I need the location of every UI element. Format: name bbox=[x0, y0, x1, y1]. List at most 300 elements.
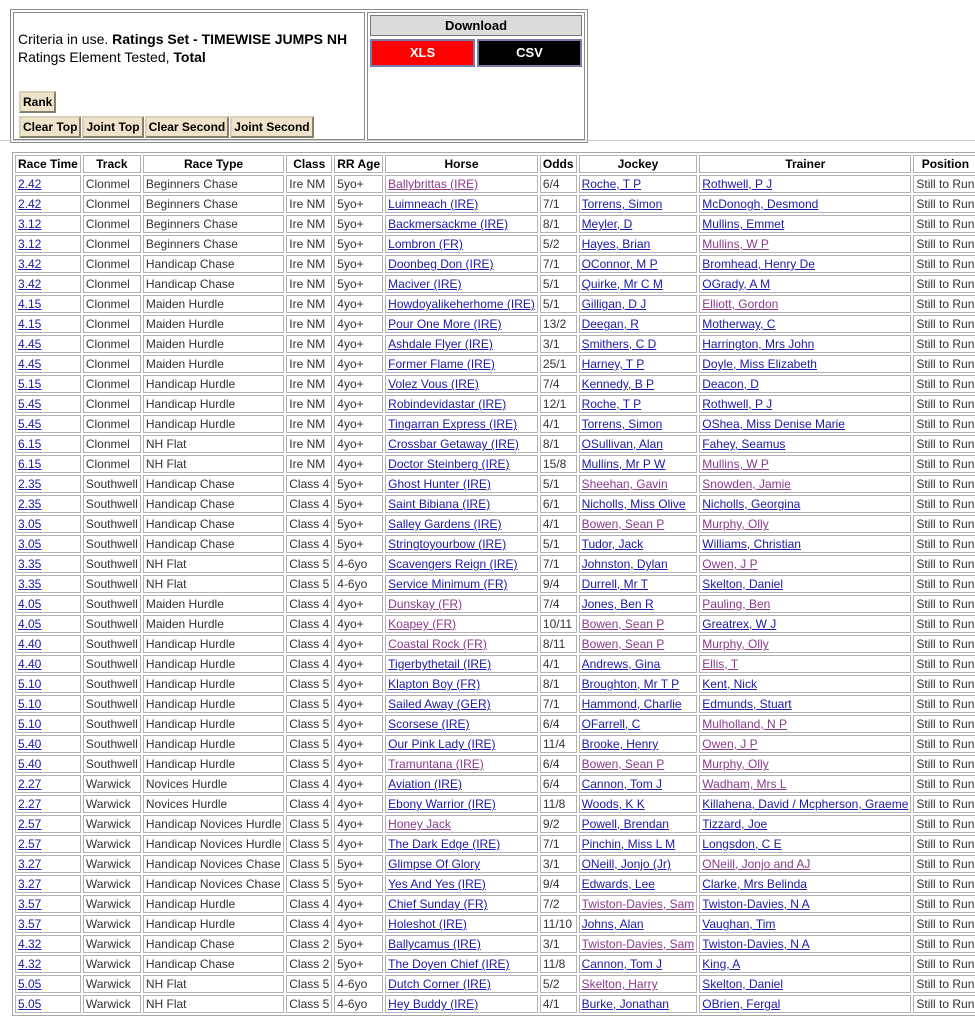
cell-race-time bbox=[15, 835, 81, 853]
race-time-link[interactable]: 5.40 bbox=[18, 757, 42, 771]
horse-link[interactable]: Ashdale Flyer (IRE) bbox=[388, 337, 493, 351]
cell-odds: 7/1 bbox=[540, 695, 577, 713]
horse-link[interactable]: Ebony Warrior (IRE) bbox=[388, 797, 496, 811]
trainer-link[interactable]: OGrady, A M bbox=[702, 277, 771, 291]
cell-rr-age: 4yo+ bbox=[334, 815, 383, 833]
cell-position: Still to Run bbox=[913, 775, 975, 793]
horse-link[interactable]: Pour One More (IRE) bbox=[388, 317, 502, 331]
race-time-link[interactable]: 2.42 bbox=[18, 197, 42, 211]
trainer-link[interactable]: Rothwell, P J bbox=[702, 397, 773, 411]
jockey-link[interactable]: Gilligan, D J bbox=[581, 297, 647, 311]
jockey-link[interactable]: Powell, Brendan bbox=[581, 817, 669, 831]
trainer-link[interactable]: Fahey, Seamus bbox=[702, 437, 786, 451]
table-row bbox=[15, 295, 975, 313]
cell-trainer bbox=[699, 235, 911, 253]
horse-link[interactable]: Dutch Corner (IRE) bbox=[388, 977, 491, 991]
trainer-link[interactable]: Murphy, Olly bbox=[702, 637, 769, 651]
cell-race-time bbox=[15, 495, 81, 513]
xls-download-button[interactable]: XLS bbox=[370, 39, 475, 67]
cell-race-time bbox=[15, 555, 81, 573]
table-row bbox=[15, 375, 975, 393]
jockey-link[interactable]: Roche, T P bbox=[581, 177, 642, 191]
trainer-link[interactable]: Clarke, Mrs Belinda bbox=[702, 877, 807, 891]
jockey-link[interactable]: Hayes, Brian bbox=[581, 237, 651, 251]
race-time-link[interactable]: 6.15 bbox=[18, 457, 42, 471]
trainer-link[interactable]: Tizzard, Joe bbox=[702, 817, 768, 831]
race-time-link[interactable]: 3.12 bbox=[18, 237, 42, 251]
cell-horse bbox=[385, 295, 538, 313]
race-time-link[interactable]: 5.05 bbox=[18, 997, 42, 1011]
cell-odds: 4/1 bbox=[540, 655, 577, 673]
race-time-link[interactable]: 5.10 bbox=[18, 717, 42, 731]
race-time-link[interactable]: 3.05 bbox=[18, 537, 42, 551]
horse-link[interactable]: Tigerbythetail (IRE) bbox=[388, 657, 492, 671]
cell-jockey bbox=[579, 495, 698, 513]
cell-track: Southwell bbox=[83, 715, 141, 733]
race-time-link[interactable]: 4.40 bbox=[18, 637, 42, 651]
horse-link[interactable]: Aviation (IRE) bbox=[388, 777, 462, 791]
cell-horse bbox=[385, 215, 538, 233]
trainer-link[interactable]: Owen, J P bbox=[702, 557, 758, 571]
cell-jockey bbox=[579, 175, 698, 193]
table-row bbox=[15, 175, 975, 193]
horse-link[interactable]: Howdoyalikeherhome (IRE) bbox=[388, 297, 535, 311]
cell-track: Southwell bbox=[83, 515, 141, 533]
horse-link[interactable]: Ghost Hunter (IRE) bbox=[388, 477, 491, 491]
rank-button[interactable]: Rank bbox=[19, 91, 56, 113]
horse-link[interactable]: Tramuntana (IRE) bbox=[388, 757, 484, 771]
cell-rr-age: 5yo+ bbox=[334, 255, 383, 273]
trainer-link[interactable]: Nicholls, Georgina bbox=[702, 497, 801, 511]
csv-download-button[interactable]: CSV bbox=[477, 39, 582, 67]
jockey-link[interactable]: Mullins, Mr P W bbox=[581, 457, 666, 471]
trainer-link[interactable]: Williams, Christian bbox=[702, 537, 801, 551]
race-time-link[interactable]: 4.40 bbox=[18, 657, 42, 671]
cell-rr-age: 5yo+ bbox=[334, 855, 383, 873]
cell-race-type: Handicap Hurdle bbox=[143, 895, 284, 913]
cell-race-time bbox=[15, 615, 81, 633]
trainer-link[interactable]: Skelton, Daniel bbox=[702, 577, 783, 591]
cell-horse bbox=[385, 195, 538, 213]
horse-link[interactable]: Coastal Rock (FR) bbox=[388, 637, 487, 651]
horse-link[interactable]: Salley Gardens (IRE) bbox=[388, 517, 502, 531]
cell-race-type: Handicap Hurdle bbox=[143, 915, 284, 933]
cell-track: Clonmel bbox=[83, 455, 141, 473]
trainer-link[interactable]: Motherway, C bbox=[702, 317, 776, 331]
jockey-link[interactable]: Bowen, Sean P bbox=[581, 757, 665, 771]
race-time-link[interactable]: 2.57 bbox=[18, 817, 42, 831]
trainer-link[interactable]: Pauling, Ben bbox=[702, 597, 771, 611]
cell-rr-age: 5yo+ bbox=[334, 275, 383, 293]
cell-class: Class 4 bbox=[286, 535, 332, 553]
cell-track: Warwick bbox=[83, 995, 141, 1013]
jockey-link[interactable]: Meyler, D bbox=[581, 217, 633, 231]
horse-link[interactable]: Hey Buddy (IRE) bbox=[388, 997, 479, 1011]
cell-horse bbox=[385, 635, 538, 653]
cell-horse bbox=[385, 815, 538, 833]
cell-rr-age: 4yo+ bbox=[334, 295, 383, 313]
trainer-link[interactable]: Kent, Nick bbox=[702, 677, 757, 691]
race-time-link[interactable]: 5.05 bbox=[18, 977, 42, 991]
horse-link[interactable]: Holeshot (IRE) bbox=[388, 917, 467, 931]
cell-rr-age: 4yo+ bbox=[334, 355, 383, 373]
race-time-link[interactable]: 4.32 bbox=[18, 957, 42, 971]
cell-odds: 4/1 bbox=[540, 995, 577, 1013]
ratings-element-name: Total bbox=[173, 49, 206, 65]
race-time-link[interactable]: 3.05 bbox=[18, 517, 42, 531]
race-time-link[interactable]: 4.15 bbox=[18, 297, 42, 311]
jockey-link[interactable]: Harney, T P bbox=[581, 357, 645, 371]
cell-trainer bbox=[699, 435, 911, 453]
jockey-link[interactable]: OConnor, M P bbox=[581, 257, 658, 271]
jockey-link[interactable]: Pinchin, Miss L M bbox=[581, 837, 676, 851]
trainer-link[interactable]: OBrien, Fergal bbox=[702, 997, 781, 1011]
race-time-link[interactable]: 5.15 bbox=[18, 377, 42, 391]
race-time-link[interactable]: 3.42 bbox=[18, 277, 42, 291]
jockey-link[interactable]: Twiston-Davies, Sam bbox=[581, 897, 695, 911]
trainer-link[interactable]: Murphy, Olly bbox=[702, 757, 769, 771]
trainer-link[interactable]: Snowden, Jamie bbox=[702, 477, 791, 491]
jockey-link[interactable]: Torrens, Simon bbox=[581, 197, 663, 211]
trainer-link[interactable]: Doyle, Miss Elizabeth bbox=[702, 357, 817, 371]
cell-odds: 7/1 bbox=[540, 835, 577, 853]
jockey-link[interactable]: Nicholls, Miss Olive bbox=[581, 497, 686, 511]
horse-link[interactable]: Our Pink Lady (IRE) bbox=[388, 737, 496, 751]
cell-rr-age: 4yo+ bbox=[334, 915, 383, 933]
cell-class: Class 4 bbox=[286, 655, 332, 673]
race-time-link[interactable]: 4.45 bbox=[18, 337, 42, 351]
trainer-link[interactable]: Mullins, Emmet bbox=[702, 217, 785, 231]
table-row bbox=[15, 435, 975, 453]
horse-link[interactable]: Crossbar Getaway (IRE) bbox=[388, 437, 519, 451]
cell-class: Ire NM bbox=[286, 235, 332, 253]
race-time-link[interactable]: 2.57 bbox=[18, 837, 42, 851]
cell-rr-age: 5yo+ bbox=[334, 175, 383, 193]
results-body bbox=[15, 175, 975, 1013]
cell-horse bbox=[385, 335, 538, 353]
jockey-link[interactable]: Broughton, Mr T P bbox=[581, 677, 680, 691]
cell-class: Class 5 bbox=[286, 815, 332, 833]
horse-link[interactable]: Service Minimum (FR) bbox=[388, 577, 508, 591]
cell-race-type: Handicap Hurdle bbox=[143, 755, 284, 773]
race-time-link[interactable]: 2.35 bbox=[18, 497, 42, 511]
horse-link[interactable]: Former Flame (IRE) bbox=[388, 357, 495, 371]
jockey-link[interactable]: OSullivan, Alan bbox=[581, 437, 663, 451]
cell-rr-age: 5yo+ bbox=[334, 495, 383, 513]
cell-jockey bbox=[579, 635, 698, 653]
trainer-link[interactable]: Harrington, Mrs John bbox=[702, 337, 815, 351]
cell-track: Clonmel bbox=[83, 235, 141, 253]
horse-link[interactable]: Koapey (FR) bbox=[388, 617, 457, 631]
cell-position: Still to Run bbox=[913, 895, 975, 913]
race-time-link[interactable]: 3.35 bbox=[18, 577, 42, 591]
cell-rr-age: 4yo+ bbox=[334, 755, 383, 773]
cell-class: Class 4 bbox=[286, 475, 332, 493]
cell-trainer bbox=[699, 315, 911, 333]
cell-jockey bbox=[579, 815, 698, 833]
jockey-link[interactable]: Bowen, Sean P bbox=[581, 617, 665, 631]
trainer-link[interactable]: Skelton, Daniel bbox=[702, 977, 783, 991]
horse-link[interactable]: Scavengers Reign (IRE) bbox=[388, 557, 518, 571]
horse-link[interactable]: Chief Sunday (FR) bbox=[388, 897, 488, 911]
cell-race-type: Handicap Hurdle bbox=[143, 675, 284, 693]
joint-top-button[interactable]: Joint Top bbox=[82, 116, 143, 138]
race-time-link[interactable]: 6.15 bbox=[18, 437, 42, 451]
horse-link[interactable]: Dunskay (FR) bbox=[388, 597, 463, 611]
cell-race-time bbox=[15, 515, 81, 533]
horse-link[interactable]: Lombron (FR) bbox=[388, 237, 463, 251]
cell-race-time bbox=[15, 815, 81, 833]
table-row bbox=[15, 595, 975, 613]
cell-track: Southwell bbox=[83, 655, 141, 673]
cell-position: Still to Run bbox=[913, 555, 975, 573]
table-row bbox=[15, 695, 975, 713]
cell-rr-age: 4yo+ bbox=[334, 655, 383, 673]
cell-track: Warwick bbox=[83, 855, 141, 873]
trainer-link[interactable]: Deacon, D bbox=[702, 377, 759, 391]
jockey-link[interactable]: Skelton, Harry bbox=[581, 977, 658, 991]
table-row bbox=[15, 555, 975, 573]
cell-rr-age: 4yo+ bbox=[334, 775, 383, 793]
race-time-link[interactable]: 4.15 bbox=[18, 317, 42, 331]
race-time-link[interactable]: 3.12 bbox=[18, 217, 42, 231]
cell-odds: 8/1 bbox=[540, 215, 577, 233]
cell-class: Ire NM bbox=[286, 435, 332, 453]
race-time-link[interactable]: 3.35 bbox=[18, 557, 42, 571]
race-time-link[interactable]: 3.57 bbox=[18, 917, 42, 931]
cell-race-time bbox=[15, 675, 81, 693]
cell-rr-age: 4yo+ bbox=[334, 795, 383, 813]
cell-position: Still to Run bbox=[913, 435, 975, 453]
horse-link[interactable]: Doonbeg Don (IRE) bbox=[388, 257, 494, 271]
trainer-link[interactable]: Mullins, W P bbox=[702, 237, 769, 251]
jockey-link[interactable]: Sheehan, Gavin bbox=[581, 477, 668, 491]
jockey-link[interactable]: Cannon, Tom J bbox=[581, 957, 663, 971]
horse-link[interactable]: Glimpse Of Glory bbox=[388, 857, 481, 871]
rank-row bbox=[18, 90, 57, 114]
cell-trainer bbox=[699, 675, 911, 693]
cell-track: Clonmel bbox=[83, 295, 141, 313]
race-time-link[interactable]: 5.45 bbox=[18, 397, 42, 411]
cell-odds: 6/4 bbox=[540, 715, 577, 733]
trainer-link[interactable]: Bromhead, Henry De bbox=[702, 257, 815, 271]
jockey-link[interactable]: Kennedy, B P bbox=[581, 377, 655, 391]
cell-race-type: Handicap Novices Chase bbox=[143, 855, 284, 873]
race-time-link[interactable]: 5.45 bbox=[18, 417, 42, 431]
cell-race-type: Handicap Chase bbox=[143, 275, 284, 293]
race-time-link[interactable]: 2.27 bbox=[18, 777, 42, 791]
jockey-link[interactable]: Torrens, Simon bbox=[581, 417, 663, 431]
cell-rr-age: 4-6yo bbox=[334, 995, 383, 1013]
trainer-link[interactable]: Owen, J P bbox=[702, 737, 758, 751]
horse-link[interactable]: Ballybrittas (IRE) bbox=[388, 177, 479, 191]
cell-jockey bbox=[579, 315, 698, 333]
race-time-link[interactable]: 4.05 bbox=[18, 617, 42, 631]
horse-link[interactable]: Robindevidastar (IRE) bbox=[388, 397, 507, 411]
race-time-link[interactable]: 5.10 bbox=[18, 697, 42, 711]
trainer-link[interactable]: OShea, Miss Denise Marie bbox=[702, 417, 845, 431]
horse-link[interactable]: Ballycamus (IRE) bbox=[388, 937, 481, 951]
cell-race-type: Handicap Chase bbox=[143, 535, 284, 553]
cell-odds: 5/2 bbox=[540, 235, 577, 253]
trainer-link[interactable]: Vaughan, Tim bbox=[702, 917, 776, 931]
clear-second-button[interactable]: Clear Second bbox=[145, 116, 230, 138]
trainer-link[interactable]: Murphy, Olly bbox=[702, 517, 769, 531]
trainer-link[interactable]: Elliott, Gordon bbox=[702, 297, 779, 311]
trainer-link[interactable]: Mullins, W P bbox=[702, 457, 769, 471]
cell-horse bbox=[385, 935, 538, 953]
race-time-link[interactable]: 5.40 bbox=[18, 737, 42, 751]
download-buttons bbox=[370, 39, 582, 67]
horse-link[interactable]: Saint Bibiana (IRE) bbox=[388, 497, 491, 511]
jockey-link[interactable]: Woods, K K bbox=[581, 797, 645, 811]
cell-rr-age: 5yo+ bbox=[334, 955, 383, 973]
table-row bbox=[15, 655, 975, 673]
cell-class: Ire NM bbox=[286, 295, 332, 313]
cell-race-type: Beginners Chase bbox=[143, 215, 284, 233]
download-title: Download bbox=[370, 15, 582, 36]
race-time-link[interactable]: 2.35 bbox=[18, 477, 42, 491]
jockey-link[interactable]: Deegan, R bbox=[581, 317, 639, 331]
cell-odds: 15/8 bbox=[540, 455, 577, 473]
trainer-link[interactable]: Twiston-Davies, N A bbox=[702, 897, 810, 911]
cell-position: Still to Run bbox=[913, 515, 975, 533]
cell-horse bbox=[385, 475, 538, 493]
horse-link[interactable]: Honey Jack bbox=[388, 817, 451, 831]
race-time-link[interactable]: 4.45 bbox=[18, 357, 42, 371]
jockey-link[interactable]: Jones, Ben R bbox=[581, 597, 654, 611]
jockey-link[interactable]: Hammond, Charlie bbox=[581, 697, 682, 711]
jockey-link[interactable]: Tudor, Jack bbox=[581, 537, 644, 551]
cell-rr-age: 5yo+ bbox=[334, 235, 383, 253]
jockey-link[interactable]: Cannon, Tom J bbox=[581, 777, 663, 791]
trainer-link[interactable]: Edmunds, Stuart bbox=[702, 697, 792, 711]
cell-class: Ire NM bbox=[286, 375, 332, 393]
cell-track: Clonmel bbox=[83, 415, 141, 433]
cell-odds: 5/1 bbox=[540, 475, 577, 493]
race-time-link[interactable]: 5.10 bbox=[18, 677, 42, 691]
trainer-link[interactable]: Rothwell, P J bbox=[702, 177, 773, 191]
horse-link[interactable]: Klapton Boy (FR) bbox=[388, 677, 481, 691]
cell-horse bbox=[385, 975, 538, 993]
jockey-link[interactable]: ONeill, Jonjo (Jr) bbox=[581, 857, 671, 871]
cell-jockey bbox=[579, 575, 698, 593]
trainer-link[interactable]: Greatrex, W J bbox=[702, 617, 777, 631]
cell-rr-age: 4yo+ bbox=[334, 895, 383, 913]
cell-class: Class 5 bbox=[286, 735, 332, 753]
cell-odds: 3/1 bbox=[540, 335, 577, 353]
trainer-link[interactable]: Wadham, Mrs L bbox=[702, 777, 787, 791]
jockey-link[interactable]: Quirke, Mr C M bbox=[581, 277, 663, 291]
trainer-link[interactable]: Mulholland, N P bbox=[702, 717, 787, 731]
table-row bbox=[15, 735, 975, 753]
cell-trainer bbox=[699, 635, 911, 653]
trainer-link[interactable]: Ellis, T bbox=[702, 657, 739, 671]
jockey-link[interactable]: Johns, Alan bbox=[581, 917, 644, 931]
cell-trainer bbox=[699, 655, 911, 673]
cell-odds: 7/4 bbox=[540, 595, 577, 613]
cell-rr-age: 4yo+ bbox=[334, 715, 383, 733]
jockey-link[interactable]: Smithers, C D bbox=[581, 337, 657, 351]
horse-link[interactable]: Sailed Away (GER) bbox=[388, 697, 491, 711]
trainer-link[interactable]: King, A bbox=[702, 957, 741, 971]
horse-link[interactable]: Volez Vous (IRE) bbox=[388, 377, 479, 391]
cell-race-type: Maiden Hurdle bbox=[143, 295, 284, 313]
race-time-link[interactable]: 3.57 bbox=[18, 897, 42, 911]
jockey-link[interactable]: Andrews, Gina bbox=[581, 657, 661, 671]
horse-link[interactable]: The Doyen Chief (IRE) bbox=[388, 957, 510, 971]
trainer-link[interactable]: Killahena, David / Mcpherson, Graeme bbox=[702, 797, 909, 811]
cell-horse bbox=[385, 895, 538, 913]
horse-link[interactable]: Tingarran Express (IRE) bbox=[388, 417, 518, 431]
jockey-link[interactable]: Brooke, Henry bbox=[581, 737, 659, 751]
jockey-link[interactable]: OFarrell, C bbox=[581, 717, 641, 731]
cell-track: Warwick bbox=[83, 935, 141, 953]
race-time-link[interactable]: 2.27 bbox=[18, 797, 42, 811]
jockey-link[interactable]: Bowen, Sean P bbox=[581, 637, 665, 651]
race-time-link[interactable]: 4.05 bbox=[18, 597, 42, 611]
trainer-link[interactable]: Twiston-Davies, N A bbox=[702, 937, 810, 951]
cell-horse bbox=[385, 255, 538, 273]
jockey-link[interactable]: Durrell, Mr T bbox=[581, 577, 649, 591]
jockey-link[interactable]: Edwards, Lee bbox=[581, 877, 655, 891]
joint-second-button[interactable]: Joint Second bbox=[230, 116, 313, 138]
cell-race-time bbox=[15, 215, 81, 233]
cell-class: Class 2 bbox=[286, 955, 332, 973]
jockey-link[interactable]: Twiston-Davies, Sam bbox=[581, 937, 695, 951]
cell-race-type: Maiden Hurdle bbox=[143, 595, 284, 613]
cell-race-type: Handicap Hurdle bbox=[143, 415, 284, 433]
cell-horse bbox=[385, 355, 538, 373]
race-time-link[interactable]: 4.32 bbox=[18, 937, 42, 951]
cell-position: Still to Run bbox=[913, 455, 975, 473]
cell-position: Still to Run bbox=[913, 655, 975, 673]
horse-link[interactable]: Stringtoyourbow (IRE) bbox=[388, 537, 507, 551]
horse-link[interactable]: Scorsese (IRE) bbox=[388, 717, 470, 731]
cell-rr-age: 4yo+ bbox=[334, 435, 383, 453]
jockey-link[interactable]: Roche, T P bbox=[581, 397, 642, 411]
cell-horse bbox=[385, 315, 538, 333]
horse-link[interactable]: Maciver (IRE) bbox=[388, 277, 462, 291]
jockey-link[interactable]: Burke, Jonathan bbox=[581, 997, 669, 1011]
horse-link[interactable]: The Dark Edge (IRE) bbox=[388, 837, 501, 851]
trainer-link[interactable]: ONeill, Jonjo and AJ bbox=[702, 857, 811, 871]
jockey-link[interactable]: Johnston, Dylan bbox=[581, 557, 668, 571]
cell-race-type: NH Flat bbox=[143, 995, 284, 1013]
cell-jockey bbox=[579, 515, 698, 533]
trainer-link[interactable]: McDonogh, Desmond bbox=[702, 197, 819, 211]
cell-race-time bbox=[15, 295, 81, 313]
cell-jockey bbox=[579, 435, 698, 453]
trainer-link[interactable]: Longsdon, C E bbox=[702, 837, 782, 851]
cell-track: Clonmel bbox=[83, 255, 141, 273]
race-time-link[interactable]: 2.42 bbox=[18, 177, 42, 191]
race-time-link[interactable]: 3.27 bbox=[18, 857, 42, 871]
cell-horse bbox=[385, 735, 538, 753]
table-row bbox=[15, 635, 975, 653]
table-row bbox=[15, 495, 975, 513]
column-header-position: Position bbox=[913, 155, 975, 173]
horse-link[interactable]: Luimneach (IRE) bbox=[388, 197, 479, 211]
horse-link[interactable]: Backmersackme (IRE) bbox=[388, 217, 509, 231]
horse-link[interactable]: Yes And Yes (IRE) bbox=[388, 877, 486, 891]
clear-top-button[interactable]: Clear Top bbox=[19, 116, 81, 138]
cell-position: Still to Run bbox=[913, 315, 975, 333]
horse-link[interactable]: Doctor Steinberg (IRE) bbox=[388, 457, 510, 471]
jockey-link[interactable]: Bowen, Sean P bbox=[581, 517, 665, 531]
race-time-link[interactable]: 3.27 bbox=[18, 877, 42, 891]
race-time-link[interactable]: 3.42 bbox=[18, 257, 42, 271]
